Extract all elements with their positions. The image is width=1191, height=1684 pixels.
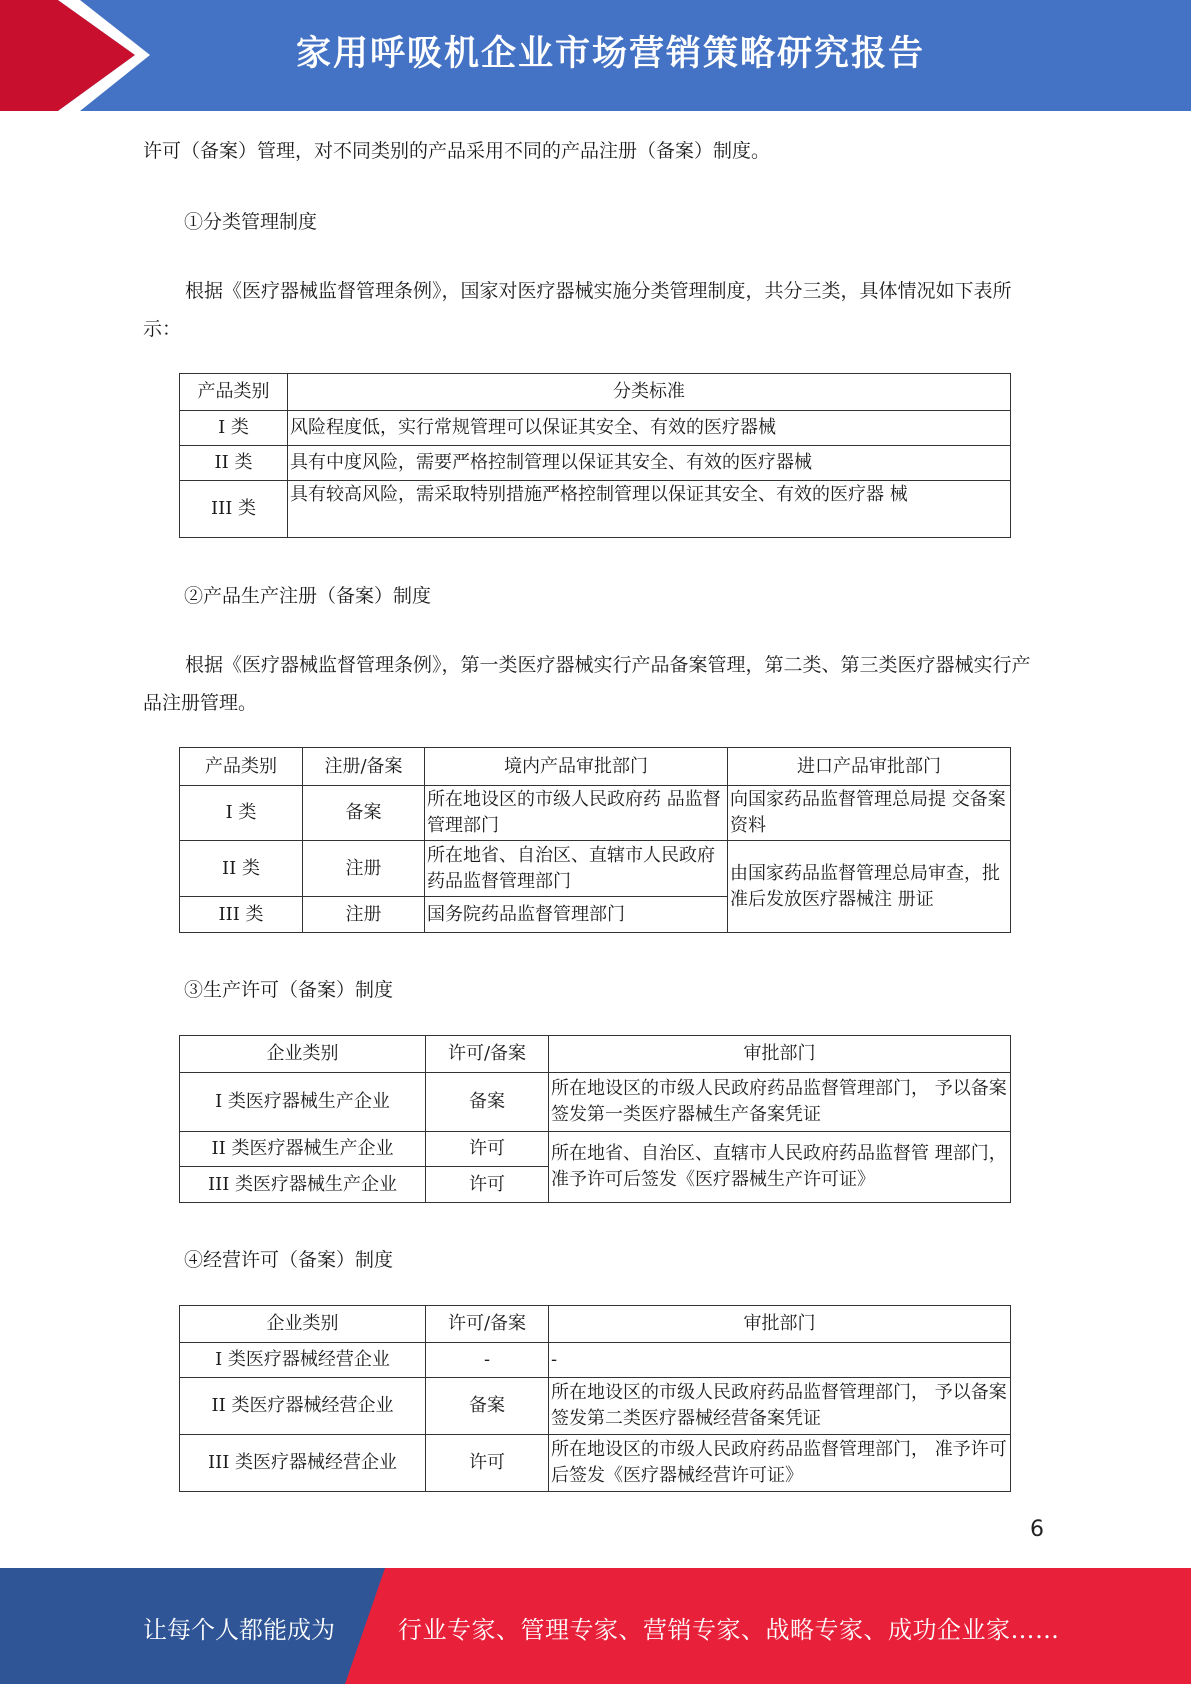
table-cell: I 类医疗器械生产企业: [180, 1073, 426, 1132]
table-header-row: [180, 748, 1011, 786]
table-cell: 所在地设区的市级人民政府药品监督管理部门， 予以备案签发第二类医疗器械经营备案凭证: [549, 1378, 1011, 1435]
section-heading-business-license: ④经营许可（备案）制度: [184, 1249, 394, 1271]
table-cell: I 类医疗器械经营企业: [180, 1343, 426, 1378]
table-row: [180, 1343, 1011, 1378]
table-cell: 所在地设区的市级人民政府药品监督管理部门， 予以备案签发第一类医疗器械生产备案凭证: [549, 1073, 1011, 1132]
table-header-row: [180, 374, 1011, 411]
table-cell: II 类医疗器械经营企业: [180, 1378, 426, 1435]
table-cell: 具有较高风险，需采取特别措施严格控制管理以保证其安全、有效的医疗器 械: [288, 481, 1011, 538]
table-row: [180, 1378, 1011, 1435]
business-license-table: [179, 1305, 1011, 1492]
table-row: [180, 481, 1011, 538]
table-cell: I 类: [180, 786, 303, 841]
table-cell: 具有中度风险，需要严格控制管理以保证其安全、有效的医疗器械: [288, 446, 1011, 481]
table-cell: III 类医疗器械经营企业: [180, 1435, 426, 1492]
header-arrow-decoration: [0, 0, 160, 111]
table-row: [180, 1073, 1011, 1132]
table-header-cell: 许可/备案: [426, 1036, 549, 1073]
page-number: 6: [1030, 1517, 1044, 1542]
table-header-cell: 境内产品审批部门: [425, 748, 728, 786]
table-cell: -: [426, 1343, 549, 1378]
table-cell: II 类: [180, 446, 288, 481]
table-cell: 备案: [426, 1378, 549, 1435]
table-header-cell: 审批部门: [549, 1036, 1011, 1073]
table-header-cell: 许可/备案: [426, 1306, 549, 1343]
table-cell: II 类: [180, 841, 303, 897]
table-cell: 所在地省、自治区、直辖市人民政府药品监督管理部门: [425, 841, 728, 897]
table-cell: 向国家药品监督管理总局提 交备案资料: [728, 786, 1011, 841]
table-cell: 所在地设区的市级人民政府药 品监督管理部门: [425, 786, 728, 841]
table-header-cell: 企业类别: [180, 1306, 426, 1343]
table-cell: 国务院药品监督管理部门: [425, 897, 728, 933]
table-cell: 注册: [303, 897, 425, 933]
table-cell: III 类医疗器械生产企业: [180, 1167, 426, 1203]
page-footer: [0, 1568, 1191, 1684]
footer-slogan-right: 行业专家、管理专家、营销专家、战略专家、成功企业家……: [398, 1616, 1060, 1644]
classification-paragraph: 根据《医疗器械监督管理条例》，国家对医疗器械实施分类管理制度，共分三类，具体情况如下表所示：: [143, 280, 1012, 340]
footer-slogan-left: 让每个人都能成为: [143, 1616, 335, 1644]
table-header-row: [180, 1036, 1011, 1073]
table-row: [180, 411, 1011, 446]
section-heading-classification: ①分类管理制度: [184, 211, 318, 233]
table-header-cell: 注册/备案: [303, 748, 425, 786]
table-header-cell: 产品类别: [180, 748, 303, 786]
report-title: 家用呼吸机企业市场营销策略研究报告: [296, 34, 926, 74]
table-cell: 备案: [426, 1073, 549, 1132]
table-cell: 注册: [303, 841, 425, 897]
table-row: [180, 1435, 1011, 1492]
table-cell: 所在地设区的市级人民政府药品监督管理部门， 准予许可后签发《医疗器械经营许可证》: [549, 1435, 1011, 1492]
table-cell: 风险程度低，实行常规管理可以保证其安全、有效的医疗器械: [288, 411, 1011, 446]
table-cell: -: [549, 1343, 1011, 1378]
table-header-cell: 分类标准: [288, 374, 1011, 411]
registration-paragraph: 根据《医疗器械监督管理条例》，第一类医疗器械实行产品备案管理，第二类、第三类医疗器械实行产品注册管理。: [143, 654, 1031, 714]
table-row: [180, 786, 1011, 841]
page-header: [0, 0, 1191, 111]
table-cell: III 类: [180, 481, 288, 538]
table-cell: 许可: [426, 1435, 549, 1492]
table-header-cell: 企业类别: [180, 1036, 426, 1073]
section-heading-production-license: ③生产许可（备案）制度: [184, 979, 394, 1001]
table-cell: I 类: [180, 411, 288, 446]
table-cell: 所在地省、自治区、直辖市人民政府药品监督管 理部门，准予许可后签发《医疗器械生产许可证》: [549, 1132, 1011, 1203]
table-cell: 许可: [426, 1132, 549, 1167]
table-header-cell: 进口产品审批部门: [728, 748, 1011, 786]
table-cell: II 类医疗器械生产企业: [180, 1132, 426, 1167]
production-license-table: [179, 1035, 1011, 1203]
table-row: [180, 841, 1011, 897]
registration-table: [179, 747, 1011, 933]
intro-paragraph: 许可（备案）管理，对不同类别的产品采用不同的产品注册（备案）制度。: [143, 140, 771, 162]
table-cell: 许可: [426, 1167, 549, 1203]
table-cell: 备案: [303, 786, 425, 841]
classification-table: [179, 373, 1011, 538]
table-header-cell: 产品类别: [180, 374, 288, 411]
section-heading-registration: ②产品生产注册（备案）制度: [184, 585, 432, 607]
table-row: [180, 1132, 1011, 1167]
table-cell: III 类: [180, 897, 303, 933]
table-cell: 由国家药品监督管理总局审查，批准后发放医疗器械注 册证: [728, 841, 1011, 933]
table-row: [180, 446, 1011, 481]
table-header-row: [180, 1306, 1011, 1343]
table-header-cell: 审批部门: [549, 1306, 1011, 1343]
